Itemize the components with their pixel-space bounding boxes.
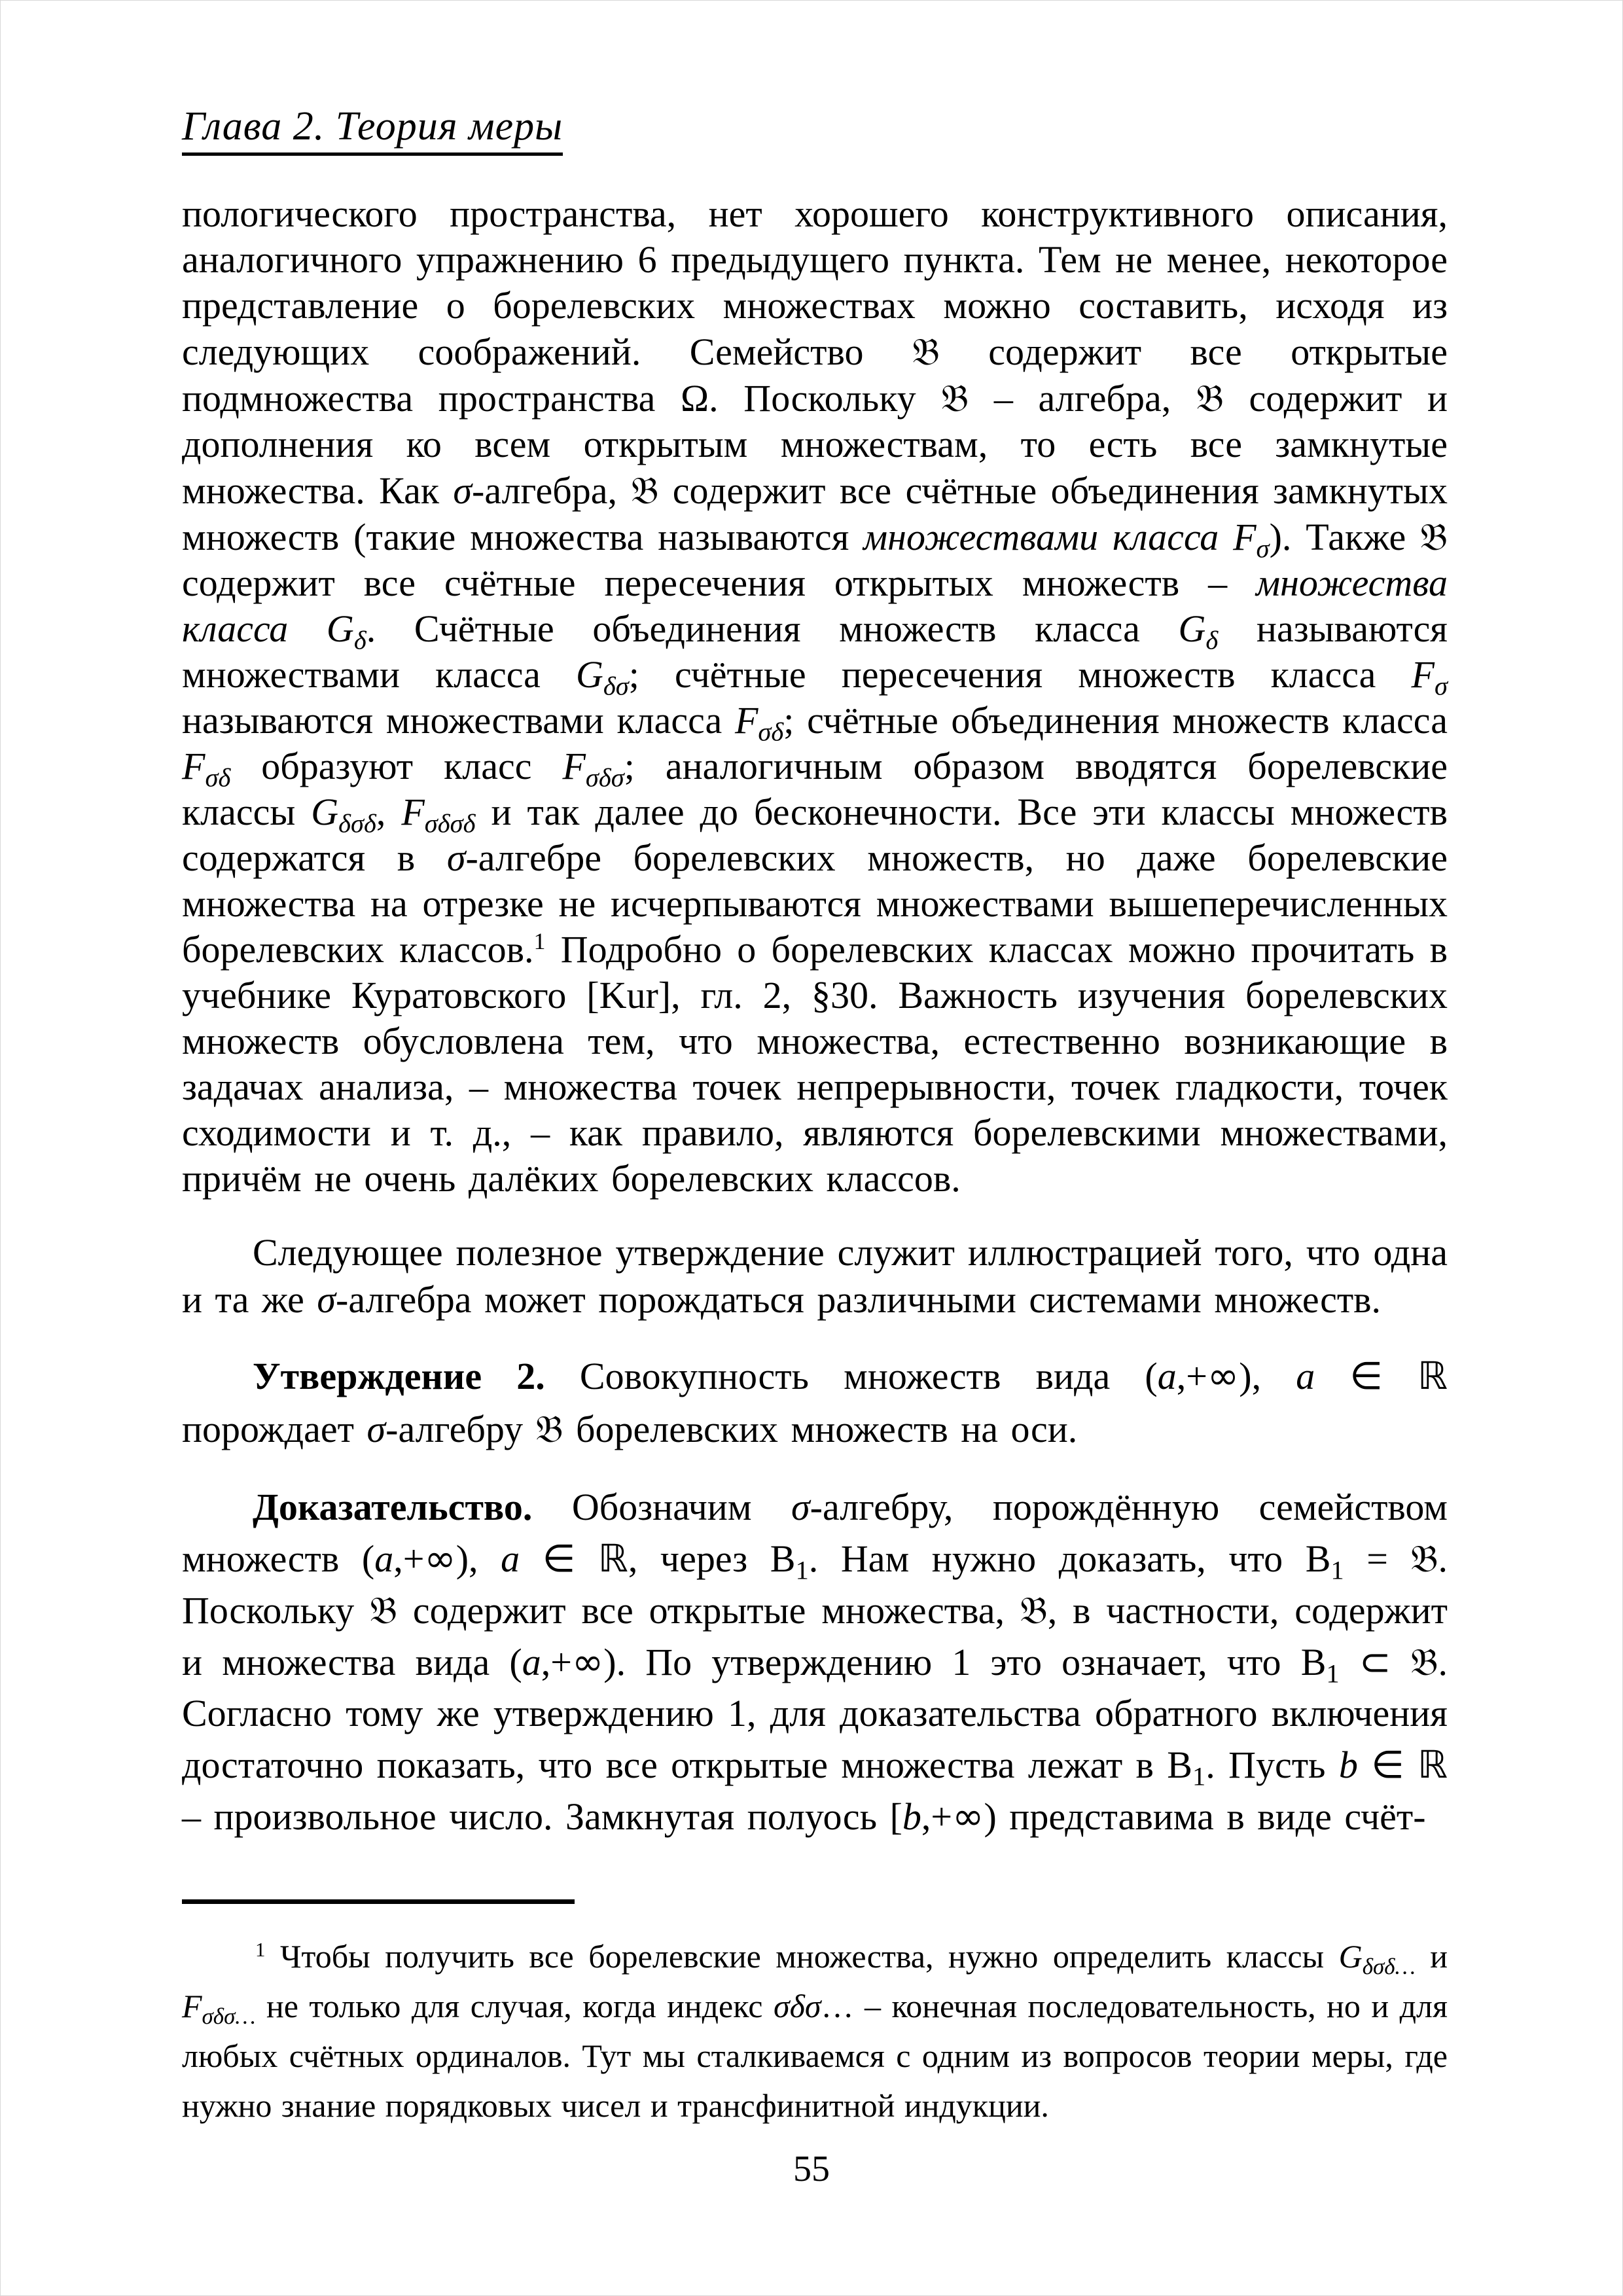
- text-run: G: [311, 791, 339, 833]
- text-run: ℝ: [1418, 1354, 1448, 1398]
- text-run: ). Также: [1269, 516, 1421, 558]
- text-run: , через B: [628, 1537, 796, 1580]
- text-run: b: [902, 1795, 921, 1838]
- paragraph: [182, 1350, 1448, 1456]
- text-run: , в частности, содержит и множества вида (: [182, 1589, 1448, 1683]
- text-run: δσ: [603, 671, 629, 701]
- text-run: G: [1178, 607, 1206, 650]
- page-number: 55: [793, 2149, 830, 2189]
- text-run: σδσδ: [424, 808, 476, 838]
- text-run: [1315, 1355, 1349, 1397]
- text-run: Утверждение 2.: [253, 1355, 545, 1397]
- text-run: [1358, 1744, 1371, 1786]
- text-run: σδ: [205, 762, 231, 793]
- text-run: порождает: [182, 1408, 367, 1450]
- text-run: ,: [376, 791, 402, 833]
- text-run: 1: [1326, 1659, 1340, 1689]
- text-run: ) представима в виде счёт-: [984, 1795, 1426, 1838]
- text-run: множества класса: [182, 562, 1448, 650]
- text-run: σ: [453, 469, 473, 512]
- text-run: и так далее до бесконечности. Все эти классы множеств содержатся в: [182, 791, 1448, 879]
- text-run: σ: [791, 1486, 810, 1528]
- text-run: [1340, 1641, 1359, 1683]
- text-run: δ: [1205, 625, 1219, 655]
- text-run: … – конечная последовательность, но и для любых счётных ординалов. Тут мы сталкиваемся с одним из вопросов теории меры, где нужно знание порядковых чисел и трансфинитной индукции.: [182, 1988, 1448, 2124]
- text-run: σ: [1434, 671, 1448, 701]
- text-run: [520, 1537, 543, 1580]
- text-run: ,+: [541, 1641, 572, 1683]
- text-run: F: [401, 791, 425, 833]
- text-run: =: [1344, 1537, 1411, 1580]
- text-run: F: [734, 699, 758, 742]
- text-run: σ: [366, 1408, 386, 1450]
- text-run: σδσ: [773, 1988, 821, 2024]
- text-run: 𝔅: [1020, 1588, 1048, 1632]
- text-run: [1383, 1355, 1418, 1397]
- text-run: содержит все открытые подмножества пространства: [182, 331, 1448, 420]
- text-run: . Нам нужно доказать, что B: [808, 1537, 1331, 1580]
- text-run: ),: [455, 1537, 501, 1580]
- text-run: 𝔅: [941, 376, 969, 420]
- text-run: пологического пространства, нет хорошего конструктивного описания, аналогичного упражнению 6 предыдущего пункта. Тем не менее, некоторое представление о борелевских множествах можно составить, исходя из следующих соображений. Семейство: [182, 192, 1448, 373]
- text-run: ∞: [571, 1640, 604, 1684]
- text-run: . Согласно тому же утверждению 1, для доказательства обратного включения достаточно показать, что все открытые множества лежат в B: [182, 1641, 1448, 1786]
- text-run: содержит все открытые множества,: [397, 1589, 1020, 1632]
- body-paragraphs: [182, 191, 1448, 1842]
- text-run: – алгебра,: [969, 377, 1196, 420]
- text-run: образуют класс: [230, 745, 563, 787]
- text-run: – произвольное число. Замкнутая полуось [: [182, 1795, 902, 1838]
- text-run: a: [1157, 1355, 1177, 1397]
- text-run: содержит и дополнения ко всем открытым множествам, то есть все замкнутые множества. Как: [182, 377, 1448, 512]
- text-run: ; счётные объединения множеств класса: [783, 699, 1448, 742]
- text-run: ∞: [1207, 1354, 1240, 1398]
- text-run: 1: [533, 928, 546, 955]
- text-run: -алгебра,: [472, 469, 632, 512]
- text-run: -алгебру, порождённую семейством множеств (: [182, 1486, 1448, 1580]
- text-run: 𝔅: [1410, 1640, 1438, 1684]
- text-run: ). По утверждению 1 это означает, что B: [603, 1641, 1327, 1683]
- paragraph: [182, 1229, 1448, 1323]
- text-run: 𝔅: [1410, 1536, 1438, 1581]
- text-run: [575, 1537, 598, 1580]
- text-run: ∈: [542, 1536, 576, 1581]
- text-run: Ω: [681, 377, 709, 420]
- text-run: 1: [795, 1555, 809, 1585]
- text-run: σ: [317, 1278, 336, 1321]
- text-run: σδ: [758, 717, 784, 747]
- text-run: Подробно о борелевских классах можно прочитать в учебнике Куратовского [Kur], гл. 2, §30. Важность изучения борелевских множеств обусловлена тем, что множества, естественно возникающие в задачах анализа, – множества точек непрерывности, точек гладкости, точек сходимости и т. д., – как правило, являются борелевскими множествами, причём не очень далёких борелевских классов.: [182, 928, 1448, 1200]
- text-run: борелевских множеств на оси.: [563, 1408, 1078, 1450]
- paragraph: [182, 1482, 1448, 1842]
- text-run: ∞: [952, 1794, 984, 1839]
- text-run: Доказательство.: [253, 1486, 533, 1528]
- text-run: ℝ: [1418, 1742, 1448, 1787]
- text-run: ,+: [1176, 1355, 1207, 1397]
- text-run: b: [1338, 1744, 1358, 1786]
- text-run: содержит все счётные пересечения открытых множеств –: [182, 562, 1257, 604]
- text-run: -алгебру: [385, 1408, 536, 1450]
- text-run: и: [1415, 1938, 1448, 1975]
- text-run: G: [576, 653, 603, 696]
- text-run: δ: [353, 625, 366, 655]
- text-run: F: [562, 745, 586, 787]
- text-run: ∞: [424, 1536, 456, 1581]
- text-run: ),: [1239, 1355, 1296, 1397]
- text-run: не только для случая, когда индекс: [255, 1988, 774, 2024]
- text-run: G: [326, 607, 354, 650]
- footnote-separator: [182, 1899, 575, 1904]
- text-run: a: [501, 1537, 520, 1580]
- chapter-header-text: Глава 2. Теория меры: [182, 104, 563, 156]
- text-run: ; аналогичным образом вводятся борелевские классы: [182, 745, 1448, 833]
- text-run: 1: [1330, 1555, 1344, 1585]
- text-run: σ: [1256, 533, 1270, 564]
- text-run: σδσ: [585, 762, 624, 793]
- text-run: F: [182, 1988, 202, 2024]
- text-run: 𝔅: [631, 468, 659, 512]
- footnote-text: [182, 1931, 1448, 2130]
- text-run: F: [182, 745, 205, 787]
- text-run: G: [1338, 1938, 1363, 1975]
- text-run: a: [1296, 1355, 1315, 1397]
- text-run: F: [1233, 516, 1257, 558]
- text-run: -алгебре борелевских множеств, но даже борелевские множества на отрезке не исчерпываются множествами вышеперечисленных борелевских классов.: [182, 836, 1448, 971]
- text-run: 𝔅: [1196, 376, 1224, 420]
- text-run: Чтобы получить все борелевские множества, нужно определить классы: [265, 1938, 1339, 1975]
- text-run: ∈: [1349, 1354, 1383, 1398]
- text-run: Обозначим: [532, 1486, 792, 1528]
- text-run: F: [1411, 653, 1435, 696]
- text-run: ℝ: [597, 1536, 628, 1581]
- text-run: ,+: [393, 1537, 425, 1580]
- text-run: 𝔅: [535, 1407, 563, 1451]
- footnote-area: [182, 1899, 1448, 2130]
- text-run: . Пусть: [1205, 1744, 1339, 1786]
- text-run: ; счётные пересечения множеств класса: [628, 653, 1412, 696]
- text-run: множествами класса: [863, 516, 1234, 558]
- text-run: Совокупность множеств вида (: [544, 1355, 1158, 1397]
- text-run: . Поскольку: [182, 1537, 1448, 1632]
- text-run: [1404, 1744, 1418, 1786]
- text-run: a: [522, 1641, 541, 1683]
- text-run: . Поскольку: [709, 377, 942, 420]
- text-run: называются множествами класса: [182, 699, 735, 742]
- text-run: 𝔅: [1420, 514, 1448, 559]
- chapter-header: [182, 103, 563, 150]
- text-run: -алгебра может порождаться различными системами множеств.: [336, 1278, 1382, 1321]
- paragraph: [182, 191, 1448, 1202]
- text-run: ∈: [1371, 1742, 1404, 1787]
- text-run: Следующее полезное утверждение служит иллюстрацией того, что одна и та же: [182, 1231, 1448, 1321]
- text-run: 𝔅: [370, 1588, 398, 1632]
- text-run: 1: [1192, 1761, 1206, 1791]
- text-run: ⊂: [1359, 1640, 1391, 1684]
- text-run: [1391, 1641, 1410, 1683]
- text-run: σδσ…: [202, 2003, 256, 2029]
- text-run: содержит все счётные объединения замкнутых множеств (такие множества называются: [182, 469, 1448, 558]
- text-run: 1: [255, 1937, 266, 1961]
- text-run: ,+: [921, 1795, 953, 1838]
- text-run: a: [374, 1537, 394, 1580]
- text-run: называются множествами класса: [182, 607, 1448, 696]
- text-run: σ: [446, 836, 466, 879]
- text-run: δσδ…: [1362, 1953, 1416, 1979]
- text-run: δσδ: [338, 808, 376, 838]
- text-run: . Счётные объединения множеств класса: [366, 607, 1179, 650]
- text-run: 𝔅: [912, 329, 940, 374]
